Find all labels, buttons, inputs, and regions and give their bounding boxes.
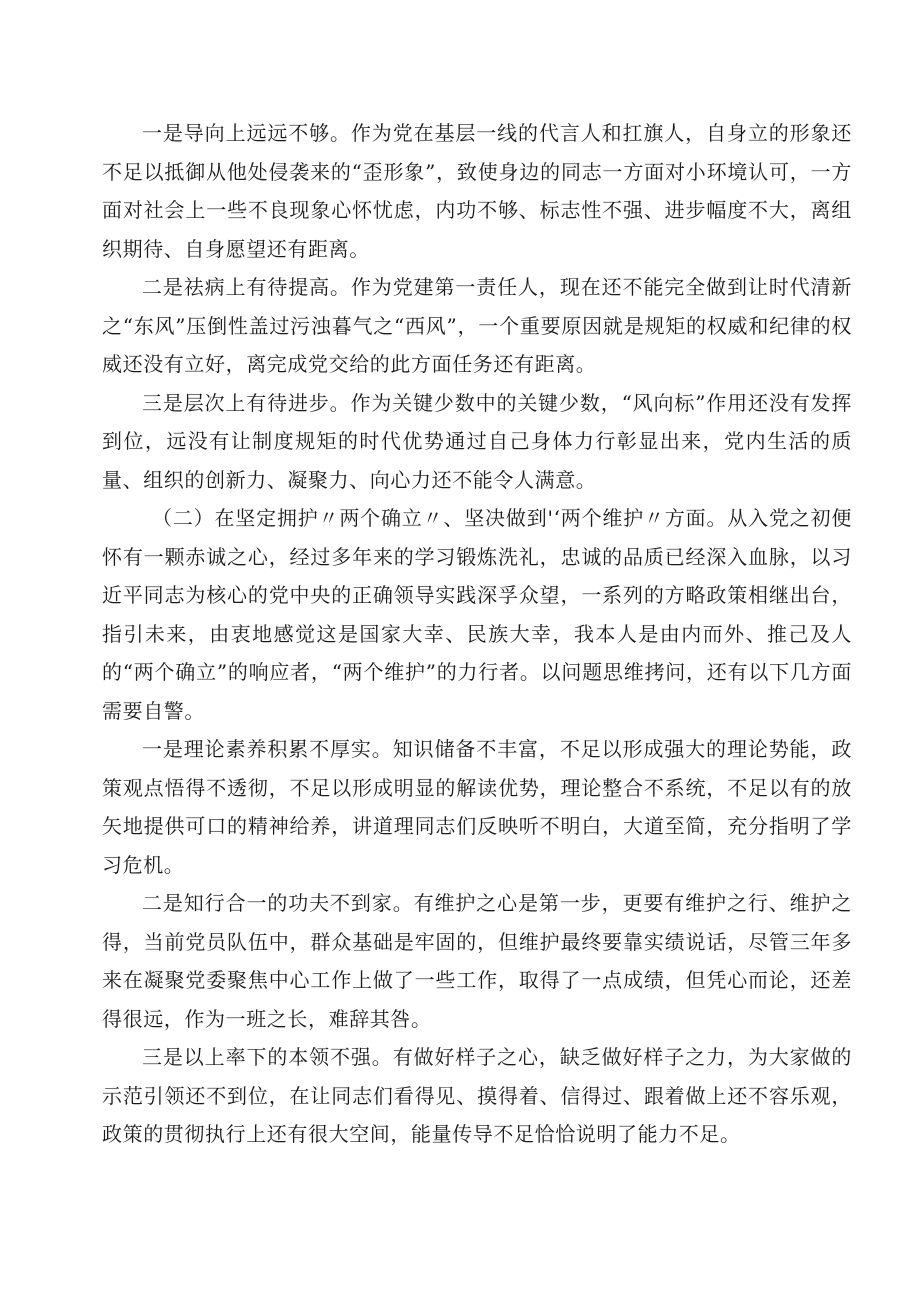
paragraph-5: 一是理论素养积累不厚实。知识储备不丰富，不足以形成强大的理论势能，政策观点悟得不透彻，不足以形成明显的解读优势，理论整合不系统，不足以有的放矢地提供可口的精神给养，讲道理同志们反映听不明白，大道至简，充分指明了学习危机。 [102, 737, 852, 877]
paragraph-3: 三是层次上有待进步。作为关键少数中的关键少数，“风向标”作用还没有发挥到位，远没有让制度规矩的时代优势通过自己身体力行彰显出来，党内生活的质量、组织的创新力、凝聚力、向心力还不能令人满意。 [102, 390, 852, 492]
paragraph-7: 三是以上率下的本领不强。有做好样子之心，缺乏做好样子之力，为大家做的示范引领还不到位，在让同志们看得见、摸得着、信得过、跟着做上还不容乐观，政策的贯彻执行上还有很大空间，能量传导不足恰恰说明了能力不足。 [102, 1045, 852, 1146]
section-heading-paragraph: （二）在坚定拥护〃两个确立〃、坚决做到'‘两个维护〃方面。从入党之初便怀有一颗赤诚之心，经过多年来的学习锻炼洗礼，忠诚的品质已经深入血脉，以习近平同志为核心的党中央的正确领导实践深孚众望，一系列的方略政策相继出台，指引未来，由衷地感觉这是国家大幸、民族大幸，我本人是由内而外、推己及人的“两个确立”的响应者，“两个维护”的力行者。以问题思维拷问，还有以下几方面需要自警。 [102, 506, 852, 723]
paragraph-6: 二是知行合一的功夫不到家。有维护之心是第一步，更要有维护之行、维护之得，当前党员队伍中，群众基础是牢固的，但维护最终要靠实绩说话，尽管三年多来在凝聚党委聚焦中心工作上做了一些工作，取得了一点成绩，但凭心而论，还差得很远，作为一班之长，难辞其咎。 [102, 891, 852, 1031]
document-body [102, 114, 852, 1154]
paragraph-1: 一是导向上远远不够。作为党在基层一线的代言人和扛旗人，自身立的形象还不足以抵御从他处侵袭来的“歪形象”，致使身边的同志一方面对小环境认可，一方面对社会上一些不良现象心怀忧虑，内功不够、标志性不强、进步幅度不大，离组织期待、自身愿望还有距离。 [102, 121, 852, 261]
paragraph-2: 二是祛病上有待提高。作为党建第一责任人，现在还不能完全做到让时代清新之“东风”压倒性盖过污浊暮气之“西风”，一个重要原因就是规矩的权威和纪律的权威还没有立好，离完成党交给的此方面任务还有距离。 [102, 275, 852, 376]
